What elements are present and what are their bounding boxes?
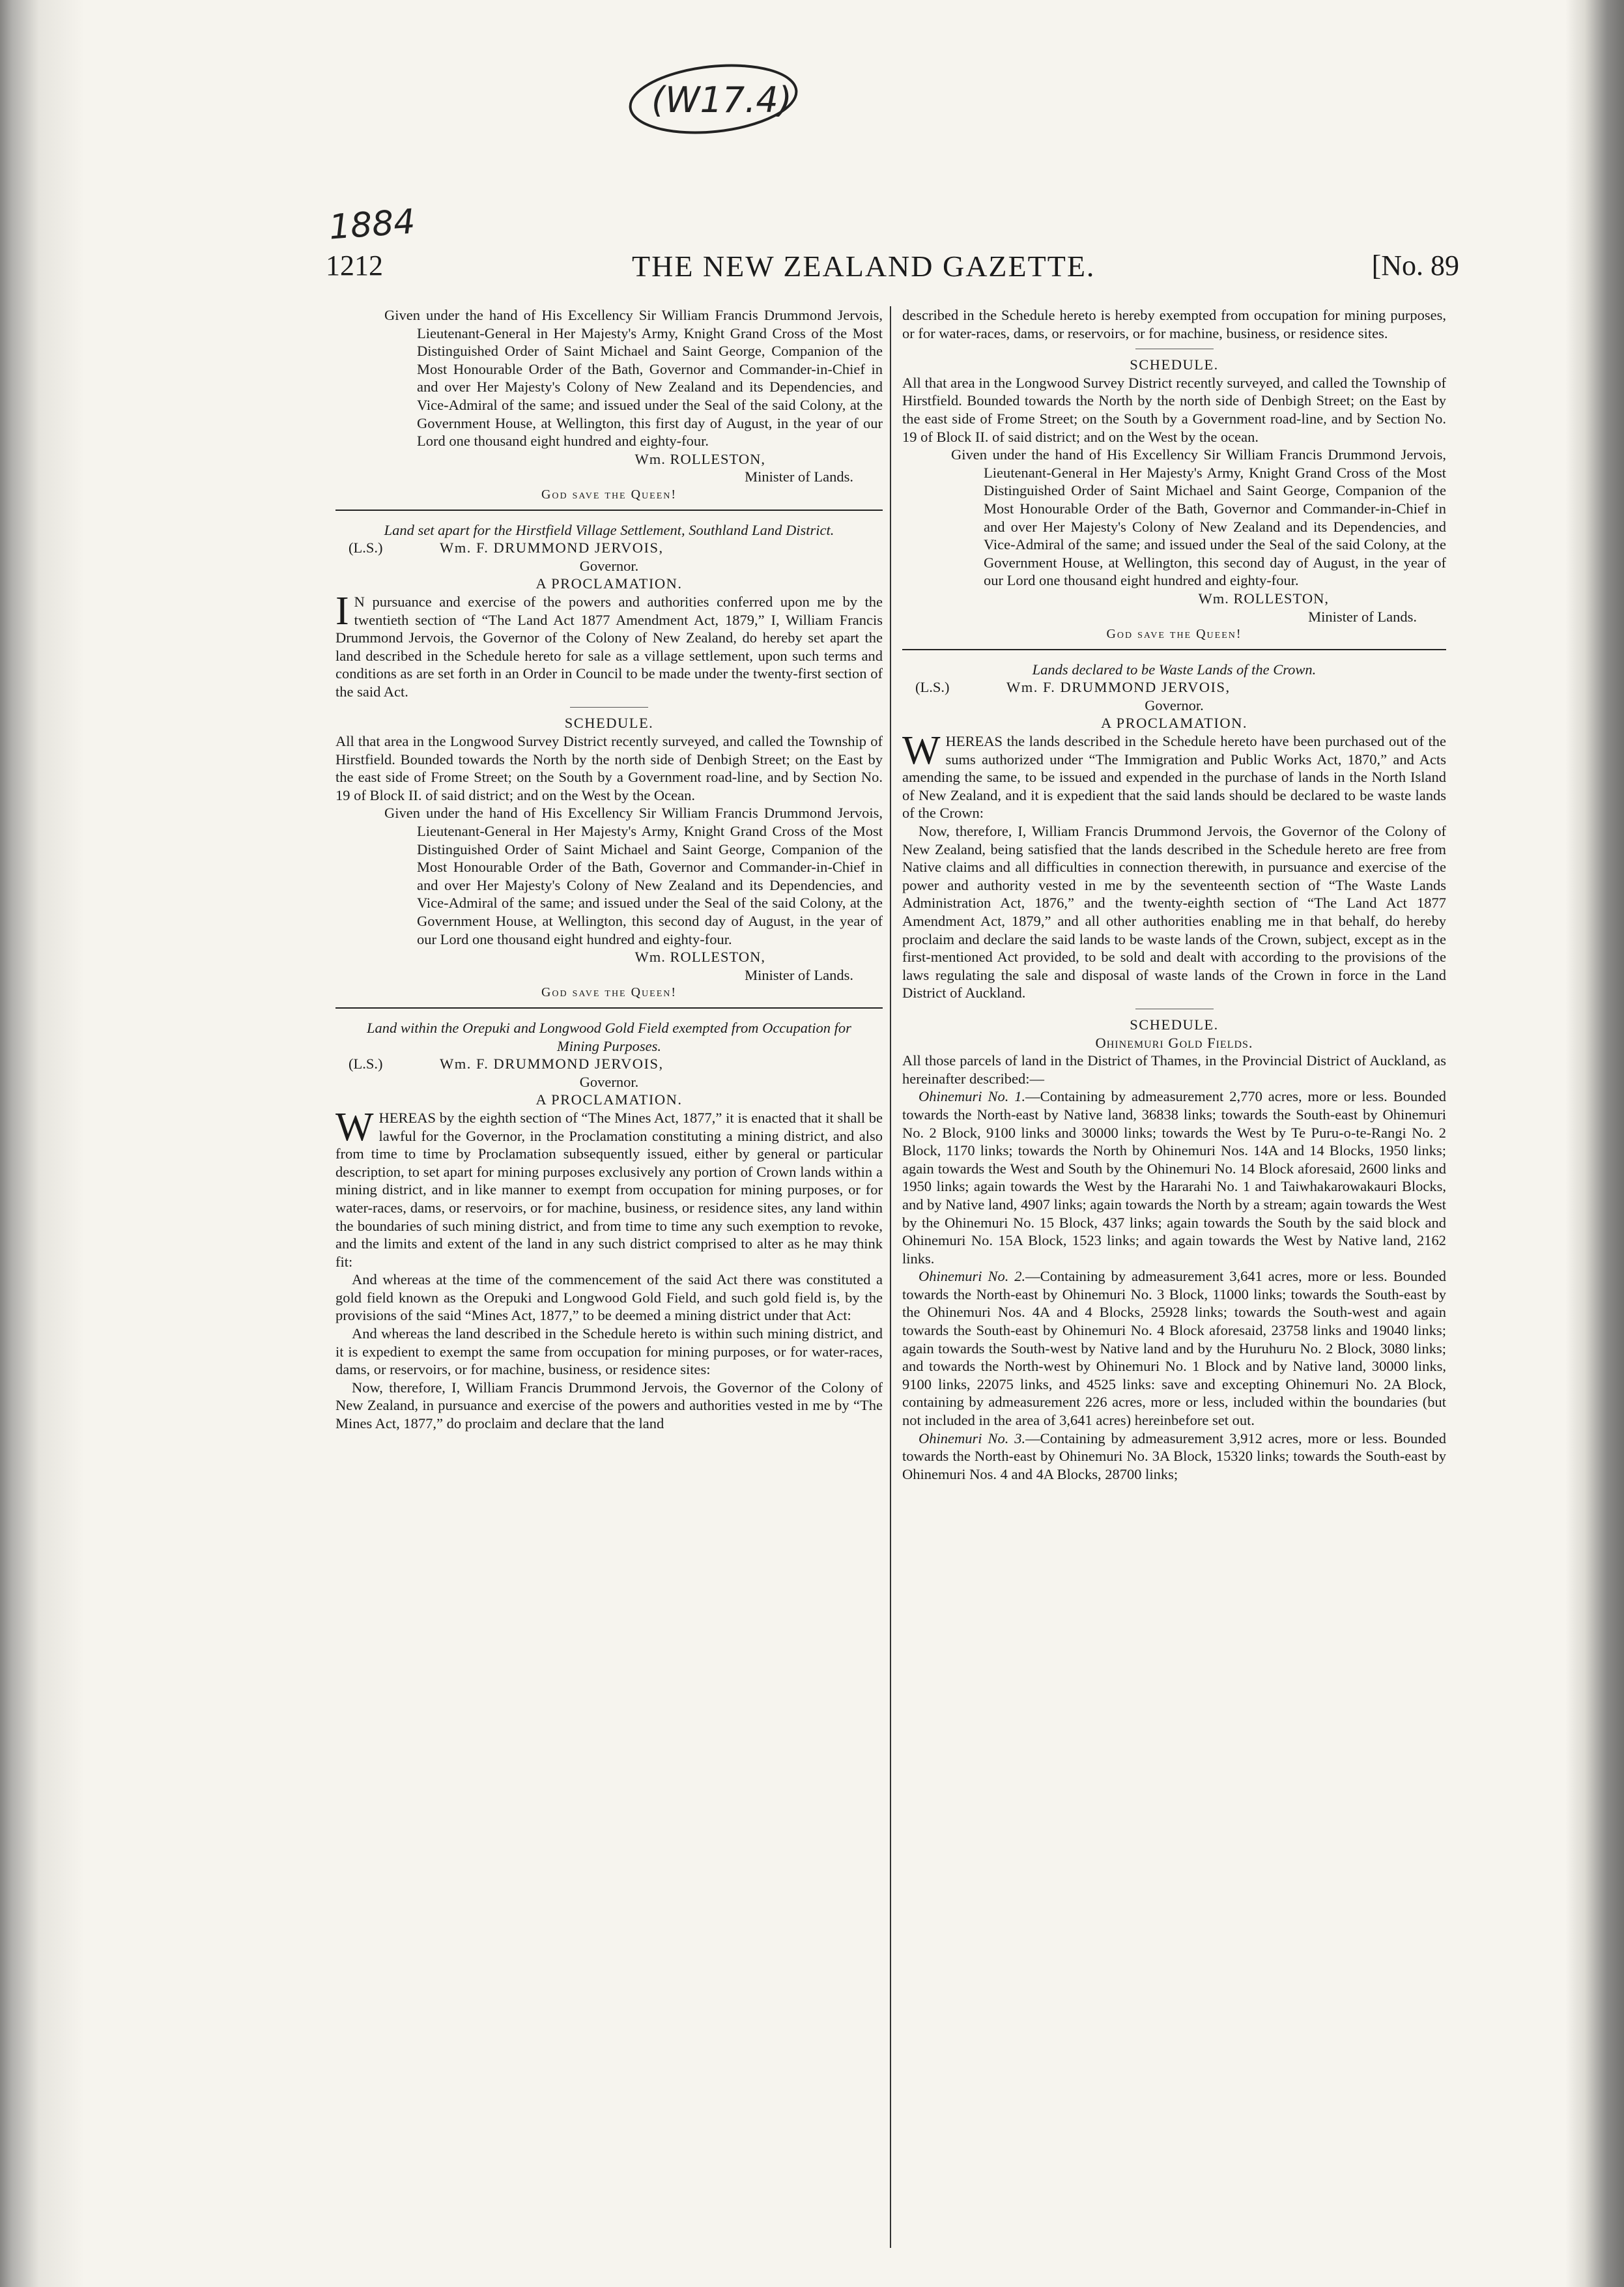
given-under-hand-3: Given under the hand of His Excellency Sir William Francis Drummond Jervois, Lieutenant-General in Her Majesty's Army, Knight Grand Cross of the Most Distinguished Order of Saint Michael and Saint George, Companion of the Most Honourable Order of the Bath, Governor and Commander-in-Chief in and over Her Majesty's Colony of New Zealand and its Dependencies, and Vice-Admiral of the same; and issued under the Seal of the said Colony, at the Government House, at Wellington, this second day of August, in the year of our Lord one thousand eight hundred and eighty-four. [951, 446, 1446, 589]
schedule-text: All that area in the Longwood Survey District recently surveyed, and called the Township of Hirstfield. Bounded towards the North by the north side of Denbigh Street; on the East by the east side of Frome Street; on the South by a Government road-line, and by Section No. 19 of Block II. of said district; and on the West by the ocean. [902, 374, 1446, 445]
block-name: Ohinemuri No. 1. [919, 1088, 1026, 1105]
proclamation-text: HEREAS by the eighth section of “The Mines Act, 1877,” it is enacted that it shall be lawful for the Governor, in the Proclamation constituting a mining district, and also from time to time by Proclamation subsequently issued, either by general or particular description, to set apart for mining purposes exclusively any portion of Crown lands within a mining district, and in like manner to exempt from occupation for mining purposes, or for water-races, dams, or reservoirs, or for machine, business, or residence sites, any land within the boundaries of such mining district, and from time to time any such exemption to revoke, and the limits and extent of the land in any such district comprised to alter as he may think fit: [335, 1109, 883, 1270]
proclamation-text: N pursuance and exercise of the powers and authorities conferred upon me by the twentieth section of “The Land Act 1877 Amendment Act, 1879,” I, William Francis Drummond Jervois, the Governor of the Colony of New Zealand, do hereby set apart the land described in the Schedule hereto for sale as a village settlement, upon such terms and conditions as are set forth in an Order in Council to be made under the twenty-first section of the said Act. [335, 593, 883, 700]
proclamation-heading: A PROCLAMATION. [1100, 715, 1248, 732]
proclamation-body-2 [335, 588, 883, 701]
signature-title-3: Minister of Lands. [1308, 608, 1417, 625]
governor-line-3 [349, 1055, 883, 1073]
seal-mark: (L.S.) [349, 539, 383, 556]
left-column [335, 306, 883, 1433]
signature-name-2: Wm. ROLLESTON, [634, 949, 765, 966]
scan-shadow-left [0, 0, 85, 2287]
section-rule [335, 510, 883, 511]
drop-cap: W [335, 1104, 374, 1149]
governor-line-2 [349, 539, 883, 557]
given-under-hand-2: Given under the hand of His Excellency Sir William Francis Drummond Jervois, Lieutenant-General in Her Majesty's Army, Knight Grand Cross of the Most Distinguished Order of Saint Michael and Saint George, Companion of the Most Honourable Order of the Bath, Governor and Commander-in-Chief in and over Her Majesty's Colony of New Zealand and its Dependencies, and Vice-Admiral of the same; and issued under the Seal of the said Colony, at the Government House, at Wellington, this second day of August, in the year of our Lord one thousand eight hundred and eighty-four. [384, 805, 883, 947]
god-save-the-queen-1: God save the Queen! [541, 487, 677, 502]
governor-title: Governor. [579, 557, 639, 574]
signature-title-1: Minister of Lands. [745, 468, 853, 485]
schedule-intro: All those parcels of land in the District of Thames, in the Provincial District of Auckland, as hereinafter described:— [902, 1052, 1446, 1087]
governor-name: Wm. F. DRUMMOND JERVOIS, [440, 539, 664, 556]
proclamation-body-4 [902, 728, 1446, 822]
proclamation-now-therefore: Now, therefore, I, William Francis Drummond Jervois, the Governor of the Colony of New Zealand, in pursuance and exercise of the powers and authorities vested in me by “The Mines Act, 1877,” do proclaim and declare that the land [335, 1379, 883, 1432]
proclamation-continuation: described in the Schedule hereto is hereby exempted from occupation for mining purposes, or for water-races, dams, or reservoirs, or for machine, business, or residence sites. [902, 307, 1446, 341]
section-title-waste-lands: Lands declared to be Waste Lands of the Crown. [1032, 661, 1317, 678]
governor-title: Governor. [579, 1073, 639, 1090]
schedule-heading: SCHEDULE. [1130, 1016, 1219, 1033]
handwritten-reference-text: (W17.4) [651, 79, 792, 121]
schedule-block-3 [902, 1430, 1446, 1484]
governor-name: Wm. F. DRUMMOND JERVOIS, [440, 1056, 664, 1072]
governor-title: Governor. [1145, 697, 1204, 713]
proclamation-body-3 [335, 1104, 883, 1271]
block-description: —Containing by admeasurement 2,770 acres, more or less. Bounded towards the North-east by Native land, 36838 links; towards the South-east by Ohinemuri No. 2 Block, 9100 links and 30000 links; towards the West by Te Puru-o-te-Rangi No. 2 Block, 1170 links; towards the North by Ohinemuri Nos. 14A and 14 Blocks, 1950 links; again towards the West and South by the Ohinemuri No. 14 Block aforesaid, 2600 links and 1950 links; again towards the West by the Hararahi No. 1 and Taiwhakarowakauri Blocks, and by Native land, 4907 links; again towards the North by a stream; again towards the West by the Ohinemuri No. 15 Block, 437 links; again towards the South by the said block and Ohinemuri No. 15A Block, 1523 links; and again towards the West by Native land, 2162 links. [902, 1088, 1447, 1267]
schedule-subheading: Ohinemuri Gold Fields. [1095, 1034, 1253, 1051]
proclamation-heading: A PROCLAMATION. [535, 575, 683, 592]
given-under-hand-1: Given under the hand of His Excellency Sir William Francis Drummond Jervois, Lieutenant-General in Her Majesty's Army, Knight Grand Cross of the Most Distinguished Order of Saint Michael and Saint George, Companion of the Most Honourable Order of the Bath, Governor and Commander-in-Chief in and over Her Majesty's Colony of New Zealand and its Dependencies, and Vice-Admiral of the same; and issued under the Seal of the said Colony, at the Government House, at Wellington, this first day of August, in the year of our Lord one thousand eight hundred and eighty-four. [384, 307, 883, 450]
handwritten-year: 1884 [328, 202, 417, 248]
god-save-the-queen-2: God save the Queen! [541, 985, 677, 1000]
proclamation-whereas: And whereas at the time of the commencement of the said Act there was constituted a gold field known as the Orepuki and Longwood Gold Field, and such gold field is, by the provisions of the said “Mines Act, 1877,” to be deemed a mining district under that Act: [335, 1271, 883, 1324]
scan-shadow-right [1565, 0, 1624, 2287]
drop-cap: W [902, 728, 941, 773]
governor-line-4 [915, 678, 1446, 697]
proclamation-text: HEREAS the lands described in the Schedule hereto have been purchased out of the sums authorized under “The Immigration and Public Works Act, 1870,” and Acts amending the same, to be issued and expended in the purchase of lands in the North Island of New Zealand, and it is expedient that the said lands should be declared to be waste lands of the Crown: [902, 733, 1446, 822]
block-name: Ohinemuri No. 3. [919, 1430, 1026, 1446]
schedule-heading: SCHEDULE. [1130, 356, 1219, 373]
drop-cap: I [335, 588, 349, 633]
block-name: Ohinemuri No. 2. [919, 1268, 1026, 1285]
governor-name: Wm. F. DRUMMOND JERVOIS, [1006, 679, 1231, 696]
column-divider [890, 306, 891, 2248]
short-rule [570, 707, 648, 708]
section-rule [335, 1007, 883, 1009]
proclamation-now-therefore: Now, therefore, I, William Francis Drummond Jervois, the Governor of the Colony of New Zealand, being satisfied that the lands described in the Schedule hereto are free from Native claims and all difficulties in connection therewith, in pursuance and exercise of the power and authority vested in me by the seventeenth section of “The Waste Lands Administration Act, 1876,” and the twenty-eighth section of “The Land Act 1877 Amendment Act, 1879,” and all other authorities enabling me in that behalf, do hereby proclaim and declare the said lands to be waste lands of the Crown, subject, except as in the first-mentioned Act provided, to be sold and dealt with according to the provisions of the laws regulating the sale and disposal of waste lands of the Crown in force in the Land District of Auckland. [902, 823, 1446, 1001]
schedule-block-2 [902, 1267, 1446, 1429]
masthead [326, 249, 1459, 295]
schedule-heading: SCHEDULE. [564, 715, 654, 732]
block-description: —Containing by admeasurement 3,641 acres, more or less. Bounded towards the North-east by Ohinemuri No. 3 Block, 11000 links; towards the South-east by the Ohinemuri Nos. 4A and 4 Blocks, 25928 links; towards the South-west and again towards the South-east by Ohinemuri No. 4 Block aforesaid, 23758 links and 19040 links; again towards the South-west by Native land and by the Huruhuru No. 2 Block, 3080 links; and towards the North-west by Ohinemuri No. 1 Block and by Native land, 30000 links, 9100 links, 22075 links, and 4525 links: save and excepting Ohinemuri No. 2A Block, containing by admeasurement 226 acres, more or less, included within the boundaries (but not included in the area of 3,641 acres) hereinbefore set out. [902, 1268, 1447, 1429]
seal-mark: (L.S.) [349, 1056, 383, 1072]
signature-name-3: Wm. ROLLESTON, [1198, 590, 1329, 607]
signature-title-2: Minister of Lands. [745, 966, 853, 983]
schedule-block-1 [902, 1087, 1446, 1267]
issue-number: [No. 89 [1371, 250, 1459, 281]
section-rule [902, 649, 1446, 650]
gazette-title: THE NEW ZEALAND GAZETTE. [632, 250, 1096, 283]
section-title-orepuki: Land within the Orepuki and Longwood Gold Field exempted from Occupation for Mining Purposes. [367, 1019, 851, 1054]
schedule-text: All that area in the Longwood Survey District recently surveyed, and called the Township of Hirstfield. Bounded towards the North by the north side of Denbigh Street; on the East by the east side of Frome Street; on the South by a Government road-line, and by Section No. 19 of Block II. of said district; and on the West by the Ocean. [335, 733, 883, 803]
god-save-the-queen-3: God save the Queen! [1106, 627, 1242, 642]
proclamation-heading: A PROCLAMATION. [535, 1091, 683, 1108]
block-description: —Containing by admeasurement 3,912 acres, more or less. Bounded towards the North-east by Ohinemuri No. 3A Block, 15320 links; towards the South-east by Ohinemuri Nos. 4 and 4A Blocks, 28700 links; [902, 1430, 1447, 1482]
right-column [902, 306, 1446, 1483]
seal-mark: (L.S.) [915, 679, 950, 696]
handwritten-reference [625, 60, 801, 138]
section-title-hirstfield: Land set apart for the Hirstfield Village Settlement, Southland Land District. [384, 521, 834, 538]
proclamation-whereas: And whereas the land described in the Schedule hereto is within such mining district, and it is expedient to exempt the same from occupation for mining purposes, or for water-races, dams, or reservoirs, or for machine, business, or residence sites: [335, 1325, 883, 1378]
handwritten-ellipse [625, 60, 801, 138]
signature-name-1: Wm. ROLLESTON, [634, 450, 765, 467]
page-number: 1212 [326, 250, 383, 281]
